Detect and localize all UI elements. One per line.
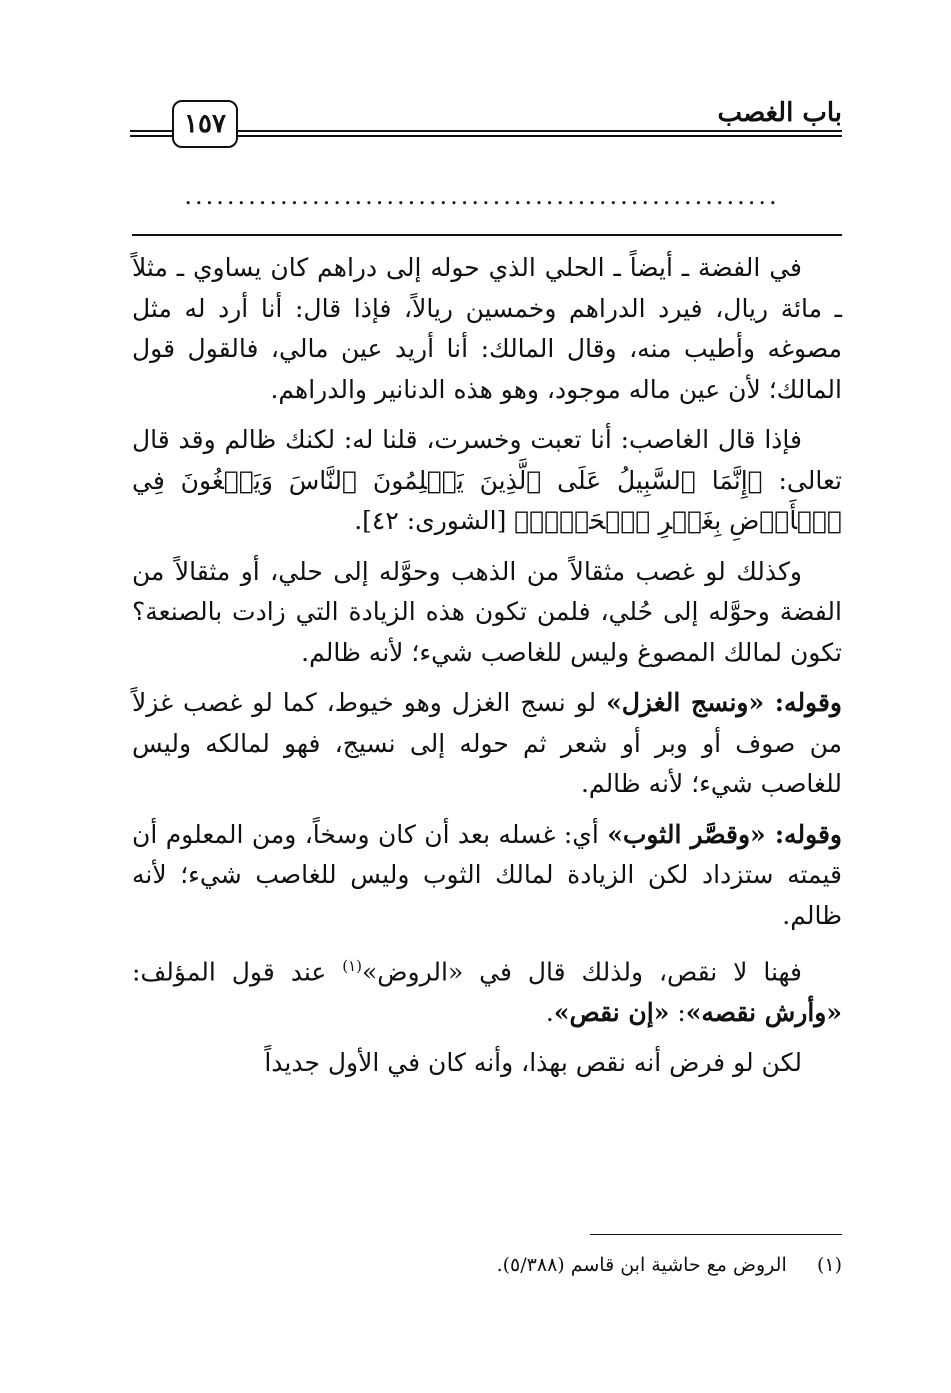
quoted-term: وقوله: «وقصَّر الثوب» — [607, 819, 843, 849]
paragraph — [132, 946, 842, 1033]
dotted-separator: ........................................................ — [184, 184, 780, 208]
paragraph — [132, 815, 842, 937]
paragraph: فإذا قال الغاصب: أنا تعبت وخسرت، قلنا له: لكنك ظالم وقد قال تعالى: ﴿إِنَّمَا ٱلسَّبِيلُ عَلَى ٱلَّذِينَ يَظۡلِمُونَ ٱلنَّاسَ وَيَبۡغُونَ فِي ٱلۡأَرۡضِ بِغَيۡرِ ٱلۡحَقِّۚ﴾ [الشورى: ٤٢]. — [132, 425, 842, 535]
separator-line — [132, 234, 842, 236]
paragraph: لكن لو فرض أنه نقص بهذا، وأنه كان في الأول جديداً — [264, 1048, 802, 1078]
footnote — [300, 1254, 842, 1276]
footnote-number: (١) — [816, 1254, 842, 1276]
header-rule-left — [130, 130, 172, 137]
footnote-text: الروض مع حاشية ابن قاسم (٥/٣٨٨). — [496, 1254, 787, 1276]
quoted-term: «وأرش نقصه» — [685, 997, 842, 1027]
paragraph: وكذلك لو غصب مثقالاً من الذهب وحوَّله إلى حلي، أو مثقالاً من الفضة وحوَّله إلى حُلي، فلمن تكون هذه الزيادة التي زادت بالصنعة؟ تكون لمالك المصوغ وليس للغاصب شيء؛ لأنه ظالم. — [132, 556, 842, 667]
chapter-title: باب الغصب — [717, 98, 842, 128]
footnote-ref: (١) — [342, 957, 363, 975]
page-header — [130, 92, 842, 152]
page-number: ١٥٧ — [172, 100, 238, 148]
paragraph-text: عند قول المؤلف: — [132, 957, 343, 987]
quoted-term: وقوله: «ونسج الغزل» — [606, 688, 842, 717]
paragraph-text: : — [669, 997, 686, 1027]
paragraph-text: أي: غسله بعد أن كان وسخاً، ومن المعلوم أن قيمته ستزداد لكن الزيادة لمالك الثوب وليس للغاصب شيء؛ لأنه ظالم. — [132, 819, 842, 930]
paragraph — [132, 683, 842, 805]
main-text — [132, 248, 842, 1094]
header-rule — [238, 130, 842, 137]
footnote-rule — [590, 1234, 842, 1235]
paragraph-text: . — [545, 997, 554, 1027]
paragraph-text: لو نسج الغزل وهو خيوط، كما لو غصب غزلاً من صوف أو وبر أو شعر ثم حوله إلى نسيج، فهو لمالكه وليس للغاصب شيء؛ لأنه ظالم. — [132, 688, 842, 798]
quoted-term: «إن نقص» — [553, 997, 670, 1027]
paragraph: في الفضة ـ أيضاً ـ الحلي الذي حوله إلى دراهم كان يساوي ـ مثلاً ـ مائة ريال، فيرد الدراهم وخمسين ريالاً، فإذا قال: أنا أرد له مثل مصوغه وأطيب منه، وقال المالك: أنا أريد عين مالي، فالقول قول المالك؛ لأن عين ماله موجود، وهو هذه الدنانير والدراهم. — [132, 253, 842, 404]
paragraph-text: فهنا لا نقص، ولذلك قال في «الروض» — [362, 957, 802, 987]
